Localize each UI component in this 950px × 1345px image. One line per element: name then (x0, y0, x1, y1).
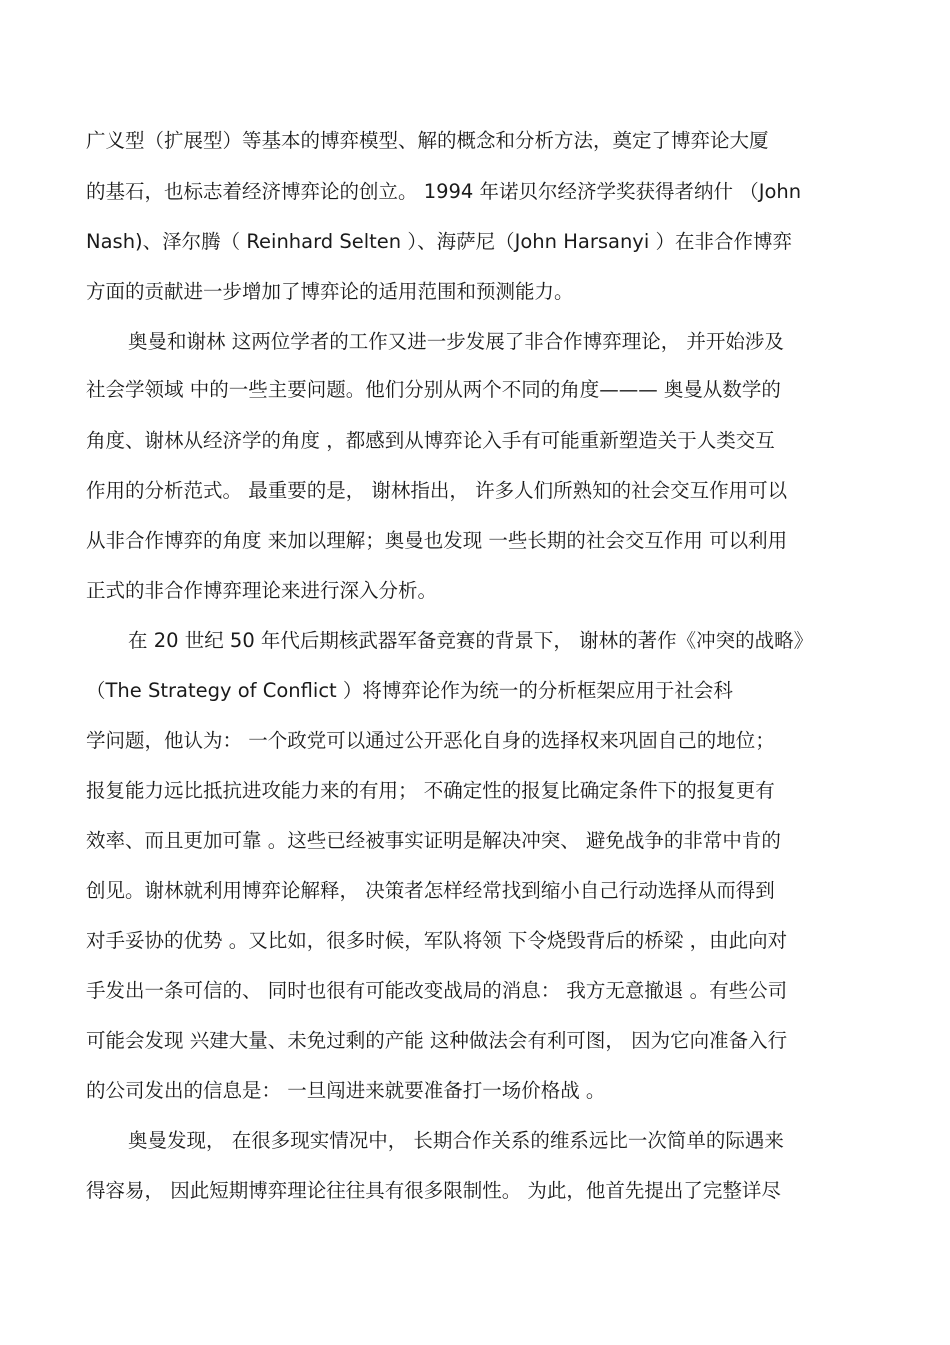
text-line-8: 作用的分析范式。 最重要的是， 谢林指出， 许多人们所熟知的社会交互作用可以 (86, 479, 788, 502)
text-line-12: （The Strategy of Conflict ）将博弈论作为统一的分析框架应用于社会科 (86, 679, 733, 702)
text-line-11: 在 20 世纪 50 年代后期核武器军备竞赛的背景下， 谢林的著作《冲突的战略》 (128, 629, 814, 652)
text-line-19: 可能会发现 兴建大量、未免过剩的产能 这种做法会有利可图， 因为它向准备入行 (86, 1029, 788, 1052)
text-line-17: 对手妥协的优势 。又比如，很多时候，军队将领 下令烧毁背后的桥梁 ，由此向对 (86, 929, 788, 952)
text-line-3: Nash)、泽尔腾（ Reinhard Selten ）、海萨尼（John Harsanyi ）在非合作博弈 (86, 230, 792, 253)
text-line-7: 角度、谢林从经济学的角度 ，都感到从博弈论入手有可能重新塑造关于人类交互 (86, 429, 775, 452)
text-line-10: 正式的非合作博弈理论来进行深入分析。 (86, 579, 438, 602)
text-line-22: 得容易， 因此短期博弈理论往往具有很多限制性。 为此，他首先提出了完整详尽 (86, 1179, 781, 1202)
text-line-9: 从非合作博弈的角度 来加以理解；奥曼也发现 一些长期的社会交互作用 可以利用 (86, 529, 788, 552)
text-line-6: 社会学领域 中的一些主要问题。他们分别从两个不同的角度——— 奥曼从数学的 (86, 378, 781, 401)
text-line-4: 方面的贡献进一步增加了博弈论的适用范围和预测能力。 (86, 280, 574, 303)
text-line-5: 奥曼和谢林 这两位学者的工作又进一步发展了非合作博弈理论， 并开始涉及 (128, 330, 784, 353)
text-line-13: 学问题，他认为： 一个政党可以通过公开恶化自身的选择权来巩固自己的地位； (86, 729, 775, 752)
text-line-15: 效率、而且更加可靠 。这些已经被事实证明是解决冲突、 避免战争的非常中肯的 (86, 829, 781, 852)
text-line-2: 的基石，也标志着经济博弈论的创立。 1994 年诺贝尔经济学奖获得者纳什 （John (86, 180, 802, 203)
text-line-14: 报复能力远比抵抗进攻能力来的有用； 不确定性的报复比确定条件下的报复更有 (86, 779, 775, 802)
text-line-1: 广义型（扩展型）等基本的博弈模型、解的概念和分析方法，奠定了博弈论大厦 (86, 129, 769, 152)
text-line-21: 奥曼发现， 在很多现实情况中， 长期合作关系的维系远比一次简单的际遇来 (128, 1129, 784, 1152)
text-line-16: 创见。谢林就利用博弈论解释， 决策者怎样经常找到缩小自己行动选择从而得到 (86, 879, 775, 902)
text-line-18: 手发出一条可信的、 同时也很有可能改变战局的消息： 我方无意撤退 。有些公司 (86, 979, 788, 1002)
text-line-20: 的公司发出的信息是： 一旦闯进来就要准备打一场价格战 。 (86, 1079, 606, 1102)
